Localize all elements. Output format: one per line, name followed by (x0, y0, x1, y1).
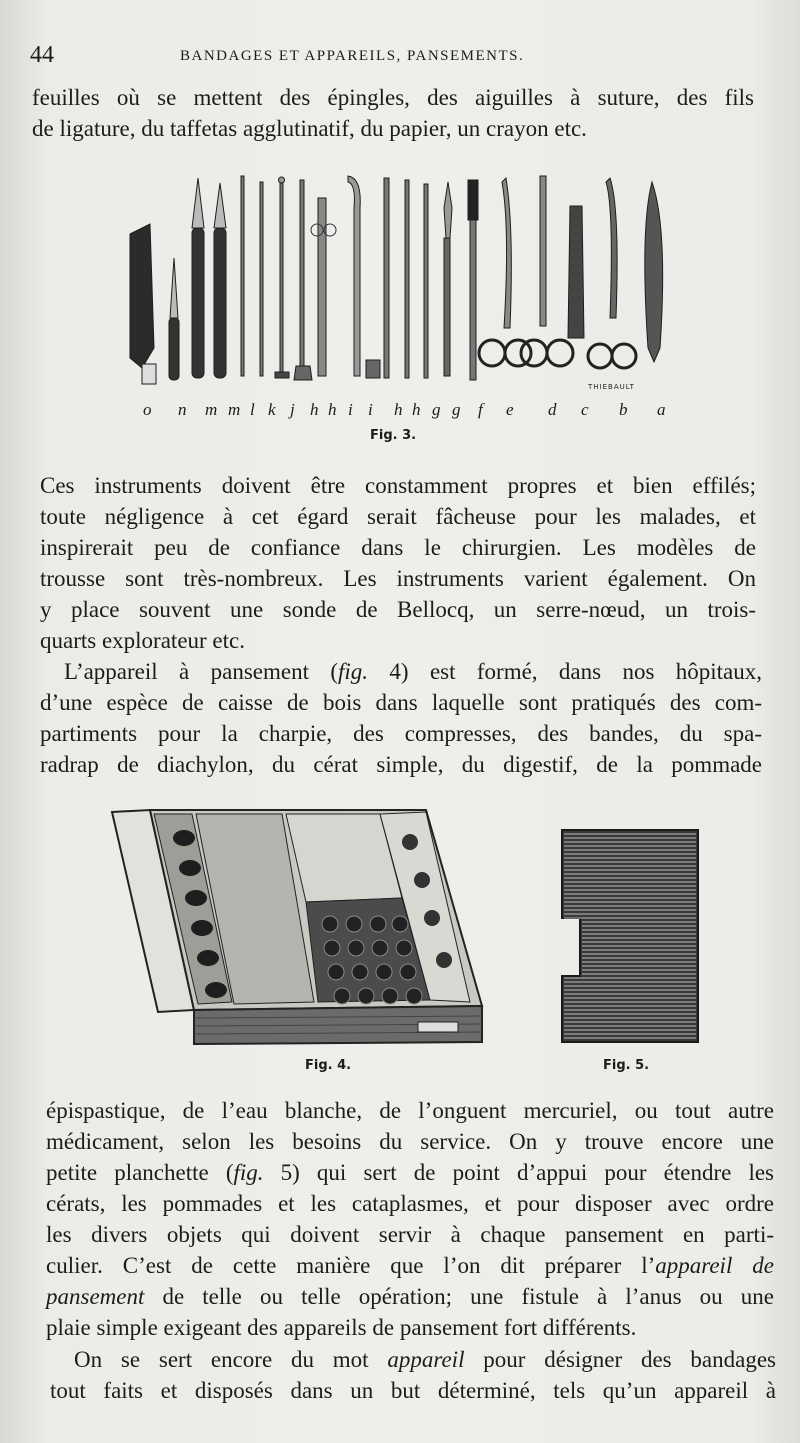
figure-3-letter-n: n (178, 400, 187, 419)
text-line: petite planchette (fig. 5) qui sert de point d’appui pour étendre les (46, 1160, 774, 1185)
figure-3-letter-g: g (432, 400, 441, 419)
text-line: radrap de diachylon, du cérat simple, du digestif, de la pommade (40, 752, 762, 777)
text-line: On se sert encore du mot appareil pour désigner des bandages (74, 1347, 776, 1372)
figure-3-letter-o: o (143, 400, 152, 419)
text-line: de ligature, du taffetas agglutinatif, du papier, un crayon etc. (32, 116, 587, 141)
page-header (30, 42, 770, 72)
figure-3-letter-i: i (348, 400, 353, 419)
engraver-signature: THIEBAULT (588, 383, 635, 391)
page-number: 44 (30, 42, 54, 68)
figure-4-dressing-box (110, 806, 490, 1048)
figure-3-letter-labels (0, 400, 800, 422)
text-line: cérats, les pommades et les cataplasmes, et pour disposer avec ordre (46, 1191, 774, 1216)
figure-3-letter-h: h (412, 400, 421, 419)
figure-4-caption: Fig. 4. (305, 1058, 352, 1073)
text-line: d’une espèce de caisse de bois dans laquelle sont pratiqués des com- (40, 690, 762, 715)
figure-3-letter-d: d (548, 400, 557, 419)
paragraph-2 (40, 470, 756, 656)
text-line: plaie simple exigeant des appareils de pansement fort différents. (46, 1315, 637, 1340)
figure-5-caption: Fig. 5. (603, 1058, 650, 1073)
text-line: pansement de telle ou telle opération; une fistule à l’anus ou une (46, 1284, 774, 1309)
figure-3-letter-h: h (328, 400, 337, 419)
figure-3-letter-h: h (310, 400, 319, 419)
text-line: y place souvent une sonde de Bellocq, un serre-nœud, un trois- (40, 597, 756, 622)
figure-3-letter-c: c (581, 400, 589, 419)
paragraph-1 (32, 82, 754, 144)
text-line: partiments pour la charpie, des compresses, des bandes, du spa- (40, 721, 762, 746)
figure-3-letter-l: l (250, 400, 255, 419)
text-line: L’appareil à pansement (fig. 4) est formé, dans nos hôpitaux, (64, 659, 763, 684)
figure-3-letter-m: m (205, 400, 218, 419)
paragraph-5 (50, 1344, 776, 1406)
figure-3-letter-g: g (452, 400, 461, 419)
text-line: toute négligence à cet égard serait fâcheuse pour les malades, et (40, 504, 756, 529)
text-line: trousse sont très-nombreux. Les instruments varient également. On (40, 566, 756, 591)
paragraph-3 (40, 656, 762, 780)
running-title: BANDAGES ET APPAREILS, PANSEMENTS. (180, 48, 525, 64)
text-line: les divers objets qui doivent servir à chaque pansement en parti- (46, 1222, 774, 1247)
figure-3-letter-f: f (478, 400, 483, 419)
text-line: Ces instruments doivent être constamment propres et bien effilés; (40, 473, 756, 498)
figure-5-planchette (558, 826, 704, 1046)
text-line: tout faits et disposés dans un but déterminé, tels qu’un appareil à (50, 1378, 776, 1403)
figure-3-letter-a: a (657, 400, 666, 419)
text-line: feuilles où se mettent des épingles, des aiguilles à suture, des fils (32, 85, 754, 110)
text-line: quarts explorateur etc. (40, 628, 245, 653)
figure-3-letter-m: m (228, 400, 241, 419)
text-line: culier. C’est de cette manière que l’on dit préparer l’appareil de (46, 1253, 774, 1278)
figure-3-instruments (120, 168, 680, 390)
figure-3-letter-h: h (394, 400, 403, 419)
paragraph-4 (46, 1095, 774, 1343)
figure-3-letter-k: k (268, 400, 276, 419)
text-line: médicament, selon les besoins du service. On y trouve encore une (46, 1129, 774, 1154)
figure-3-letter-i: i (368, 400, 373, 419)
figure-3-letter-e: e (506, 400, 514, 419)
figure-3-letter-j: j (290, 400, 295, 419)
text-line: inspirerait peu de confiance dans le chirurgien. Les modèles de (40, 535, 756, 560)
figure-3-caption: Fig. 3. (370, 428, 417, 443)
text-line: épispastique, de l’eau blanche, de l’onguent mercuriel, ou tout autre (46, 1098, 774, 1123)
figure-3-letter-b: b (619, 400, 628, 419)
